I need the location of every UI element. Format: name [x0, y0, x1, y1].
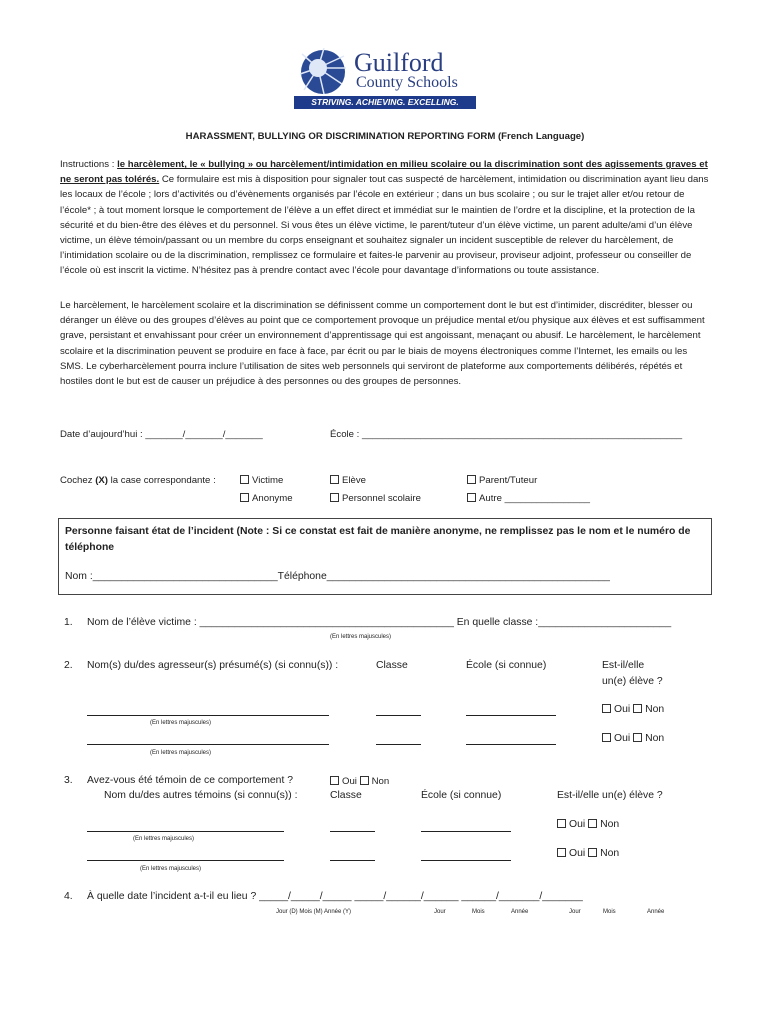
- q2-col-classe: Classe: [376, 660, 408, 671]
- form-title: HARASSMENT, BULLYING OR DISCRIMINATION REPORTING FORM (French Language): [185, 131, 585, 142]
- sunburst-logo-icon: [294, 44, 352, 96]
- q2-caption-2: (En lettres majuscules): [150, 750, 212, 756]
- q4-jour-2: Jour: [434, 909, 446, 915]
- q2-col-eleve-1: Est-il/elle: [602, 660, 645, 671]
- q4-date-field[interactable]: À quelle date l’incident a-t-il eu lieu ? _____/_____/_____ _____/______/______ ______/_______/_______: [87, 891, 583, 902]
- q3-col-ecole: École (si connue): [421, 790, 502, 801]
- q3-number: 3.: [64, 775, 73, 786]
- date-field[interactable]: Date d’aujourd’hui : _______/_______/_______: [60, 429, 263, 440]
- q2-ecole-line-1[interactable]: [466, 715, 556, 716]
- guilford-logo: [292, 44, 480, 114]
- reporter-box: [58, 518, 712, 595]
- checkbox-eleve[interactable]: Elève: [330, 475, 366, 486]
- q3-witness-name-line-1[interactable]: [87, 831, 284, 832]
- q2-oui-non-2[interactable]: Oui Non: [602, 733, 664, 744]
- q2-classe-line-1[interactable]: [376, 715, 421, 716]
- checkbox-personnel[interactable]: Personnel scolaire: [330, 493, 421, 504]
- checkbox-anonyme[interactable]: Anonyme: [240, 493, 293, 504]
- logo-name-line1: Guilford: [354, 48, 444, 77]
- q2-label: Nom(s) du/des agresseur(s) présumé(s) (si connu(s)) :: [87, 660, 339, 671]
- checkbox-icon: [557, 819, 566, 828]
- logo-name-line2: County Schools: [356, 74, 458, 91]
- logo-tagline: STRIVING. ACHIEVING. EXCELLING.: [294, 96, 476, 109]
- q3-ecole-line-2[interactable]: [421, 860, 511, 861]
- q3-classe-line-1[interactable]: [330, 831, 375, 832]
- checkbox-icon: [633, 704, 642, 713]
- q3-caption-2: (En lettres majuscules): [140, 866, 202, 872]
- q4-annee-3: Année: [647, 909, 665, 915]
- q4-annee-2: Année: [511, 909, 529, 915]
- checkbox-icon: [633, 733, 642, 742]
- q4-number: 4.: [64, 891, 73, 902]
- q3-oui-non-2[interactable]: Oui Non: [557, 848, 619, 859]
- definition-paragraph: Le harcèlement, le harcèlement scolaire et la discrimination se définissent comme un comportement dont le but est d’intimider, discréditer, blesser ou déranger un élève ou des groupes d’élèves au point que ce comportement provoque un préjudice mental et/ou physique aux élèves et est suffisamment grave, persistant et envahissant pour créer un environnement d’apprentissage qui est angoissant, menaçant ou abusif. Le harcèlement, le harcèlement scolaire et la discrimination peuvent se produire en face à face, par écrit ou par le biais de moyens électroniques comme l’Internet, les emails ou les SMS. Le cyberharcèlement pourra inclure l’utilisation de sites web personnels qui serviront de plateforme aux comportements délibérés, répétés et hostiles dont le but est de causer un préjudice à des personnes ou des groupes de personnes.: [60, 300, 705, 388]
- checkbox-autre[interactable]: Autre ________________: [467, 493, 590, 504]
- q2-col-ecole: École (si connue): [466, 660, 547, 671]
- checkbox-victime[interactable]: Victime: [240, 475, 283, 486]
- q4-caption-1: Jour (D) Mois (M) Année (Y): [276, 909, 352, 915]
- checkbox-parent[interactable]: Parent/Tuteur: [467, 475, 537, 486]
- checkbox-icon: [557, 848, 566, 857]
- q2-col-eleve-2: un(e) élève ?: [602, 676, 663, 687]
- q3-witness-name-line-2[interactable]: [87, 860, 284, 861]
- checkbox-icon: [588, 819, 597, 828]
- q1-number: 1.: [64, 617, 73, 628]
- checkbox-icon: [602, 733, 611, 742]
- q2-classe-line-2[interactable]: [376, 744, 421, 745]
- q2-number: 2.: [64, 660, 73, 671]
- checkbox-icon: [330, 475, 339, 484]
- checkbox-icon: [330, 776, 339, 785]
- checkbox-icon: [602, 704, 611, 713]
- q4-mois-2: Mois: [472, 909, 485, 915]
- q3-sub-label: Nom du/des autres témoins (si connu(s)) :: [104, 790, 298, 801]
- q2-oui-non-1[interactable]: Oui Non: [602, 704, 664, 715]
- q2-ecole-line-2[interactable]: [466, 744, 556, 745]
- instructions-body: Ce formulaire est mis à disposition pour signaler tout cas suspecté de harcèlement, intimidation ou discrimination ayant lieu dans les locaux de l’école ; lors d’activités ou d’évènements organisés par l’école en extérieur ; dans un bus scolaire ; ou sur le trajet aller et/ou retour de l’école* ; à tout moment lorsque le comportement de l’élève a un effet direct et immédiat sur le maintien de l’ordre et la discipline, et la protection de la sécurité et du bien-être des élèves et du personnel. Si vous êtes un élève victime, le parent/tuteur d’un élève victime, un parent adulte/ami d’un élève victime, un élève témoin/passant ou un membre du corps enseignant et souhaitez signaler un incident susceptible de relever du harcèlement, de l’intimidation scolaire ou de la discrimination, remplissez ce formulaire et faites-le parvenir au proviseur, proviseur adjoint, professeur ou conseiller de l’école où est inscrit la victime. N’hésitez pas à prendre contact avec l’école pour davantage d’informations ou toute assistance.: [60, 174, 709, 277]
- q4-mois-3: Mois: [603, 909, 616, 915]
- checkbox-icon: [588, 848, 597, 857]
- cochez-label: Cochez (X) la case correspondante :: [60, 475, 216, 486]
- checkbox-icon: [240, 475, 249, 484]
- instructions-paragraph: [60, 157, 712, 279]
- q3-oui-non[interactable]: Oui Non: [330, 776, 389, 787]
- q3-classe-line-2[interactable]: [330, 860, 375, 861]
- checkbox-icon: [330, 493, 339, 502]
- ecole-field[interactable]: École : ____________________________________________________________: [330, 429, 683, 440]
- reporter-name-phone-field[interactable]: Nom :________________________________Téléphone_________________________________________________: [65, 571, 610, 582]
- q3-oui-non-1[interactable]: Oui Non: [557, 819, 619, 830]
- checkbox-icon: [467, 475, 476, 484]
- q4-jour-3: Jour: [569, 909, 581, 915]
- instructions-emphasis: le harcèlement, le « bullying » ou harcèlement/intimidation en milieu scolaire ou la discrimination sont des agissements graves et ne seront pas tolérés.: [60, 159, 708, 186]
- q2-aggressor-name-line-2[interactable]: [87, 744, 329, 745]
- checkbox-icon: [360, 776, 369, 785]
- q3-label: Avez-vous été témoin de ce comportement ?: [87, 775, 293, 786]
- checkbox-icon: [240, 493, 249, 502]
- q2-caption-1: (En lettres majuscules): [150, 720, 212, 726]
- q3-caption-1: (En lettres majuscules): [133, 836, 195, 842]
- instructions-prefix: Instructions :: [60, 159, 118, 170]
- q1-victim-name-field[interactable]: Nom de l’élève victime : ____________________________________________ En quelle classe :_______________________: [87, 617, 672, 628]
- q1-caption: (En lettres majuscules): [330, 634, 392, 640]
- q3-col-eleve: Est-il/elle un(e) élève ?: [557, 790, 663, 801]
- reporter-heading: Personne faisant état de l’incident (Note : Si ce constat est fait de manière anonyme, ne remplissez pas le nom et le numéro de téléphone: [65, 526, 691, 553]
- q3-col-classe: Classe: [330, 790, 362, 801]
- q2-aggressor-name-line-1[interactable]: [87, 715, 329, 716]
- checkbox-icon: [467, 493, 476, 502]
- q3-ecole-line-1[interactable]: [421, 831, 511, 832]
